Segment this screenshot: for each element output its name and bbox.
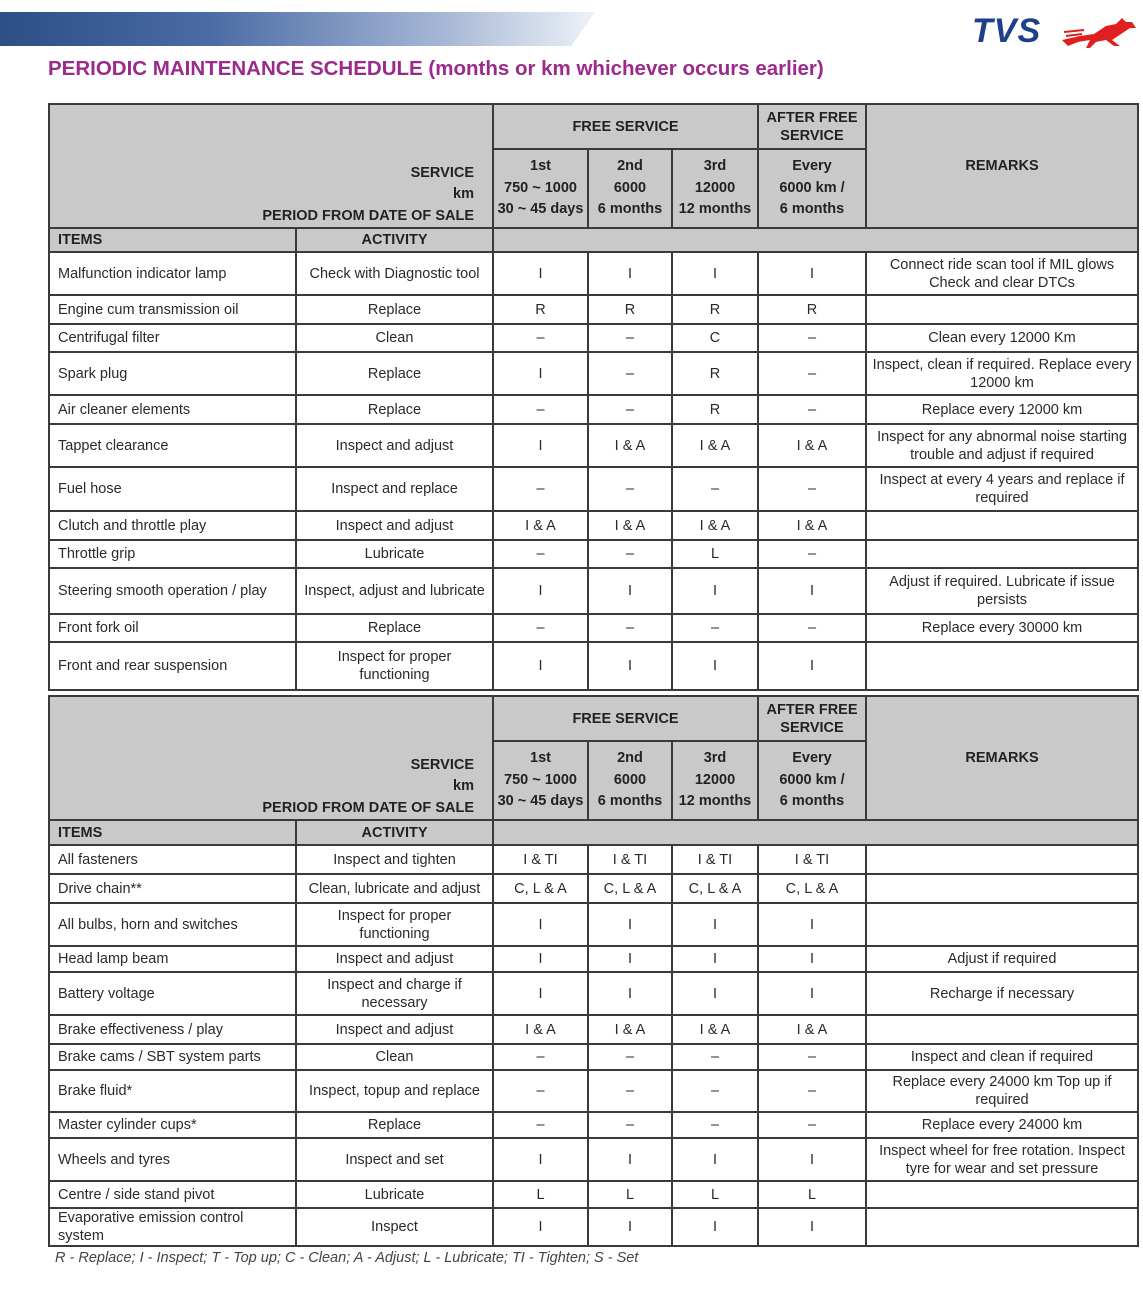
activity: Inspect, adjust and lubricate — [296, 568, 493, 614]
service-1st-value: I — [493, 252, 588, 295]
service-label: SERVICE — [410, 164, 474, 181]
table-row — [49, 252, 1138, 295]
activity: Inspect for proper functioning — [296, 903, 493, 946]
remarks — [866, 540, 1138, 568]
service-every-value: I & TI — [758, 845, 866, 874]
service-column-header — [758, 741, 866, 820]
service-2nd-value: C, L & A — [588, 874, 672, 903]
service-1st-value: – — [493, 614, 588, 642]
maintenance-table-1 — [48, 103, 1139, 691]
service-1st-value: R — [493, 295, 588, 324]
service-every-value: I — [758, 1208, 866, 1246]
table-row — [49, 1112, 1138, 1138]
activity: Inspect and charge if necessary — [296, 972, 493, 1015]
activity: Inspect for proper functioning — [296, 642, 493, 690]
remarks: Replace every 30000 km — [866, 614, 1138, 642]
column-km: 6000 — [613, 771, 647, 788]
item-name: Brake cams / SBT system parts — [49, 1044, 296, 1070]
service-every-value: I & A — [758, 1015, 866, 1044]
service-every-value: – — [758, 1070, 866, 1112]
service-2nd-value: I — [588, 946, 672, 972]
service-every-value: – — [758, 1044, 866, 1070]
service-every-value: I — [758, 568, 866, 614]
service-2nd-value: – — [588, 614, 672, 642]
remarks: Replace every 12000 km — [866, 395, 1138, 424]
items-header: ITEMS — [49, 228, 296, 252]
service-2nd-value: – — [588, 1070, 672, 1112]
free-service-header: FREE SERVICE — [493, 696, 758, 741]
service-1st-value: I — [493, 352, 588, 395]
page-title: PERIODIC MAINTENANCE SCHEDULE (months or km whichever occurs earlier) — [48, 57, 824, 80]
column-period: 6 months — [597, 201, 663, 218]
service-3rd-value: I & A — [672, 1015, 758, 1044]
service-column-header — [493, 741, 588, 820]
service-column-header — [588, 149, 672, 228]
service-2nd-value: I — [588, 1208, 672, 1246]
item-name: Malfunction indicator lamp — [49, 252, 296, 295]
service-1st-value: I & TI — [493, 845, 588, 874]
service-column-header — [758, 149, 866, 228]
table-row — [49, 352, 1138, 395]
item-name: Brake fluid* — [49, 1070, 296, 1112]
column-period: 6 months — [597, 793, 663, 810]
remarks — [866, 1208, 1138, 1246]
service-2nd-value: – — [588, 1112, 672, 1138]
service-2nd-value: L — [588, 1181, 672, 1208]
item-name: Throttle grip — [49, 540, 296, 568]
service-2nd-value: I & A — [588, 424, 672, 467]
item-name: Spark plug — [49, 352, 296, 395]
item-name: All fasteners — [49, 845, 296, 874]
service-3rd-value: I — [672, 903, 758, 946]
item-name: Evaporative emission control system — [49, 1208, 296, 1246]
column-period: 12 months — [678, 201, 752, 218]
service-2nd-value: I — [588, 642, 672, 690]
service-1st-value: – — [493, 324, 588, 352]
table-row — [49, 295, 1138, 324]
column-label: Every — [792, 158, 832, 175]
column-km: 12000 — [694, 771, 736, 788]
remarks: Inspect and clean if required — [866, 1044, 1138, 1070]
activity: Inspect, topup and replace — [296, 1070, 493, 1112]
column-period: 30 ~ 45 days — [497, 793, 584, 810]
column-period: 6 months — [779, 793, 845, 810]
service-1st-value: I & A — [493, 511, 588, 540]
remarks-header: REMARKS — [866, 104, 1138, 228]
table-row — [49, 395, 1138, 424]
header-spacer — [672, 820, 758, 845]
service-3rd-value: R — [672, 352, 758, 395]
service-every-value: – — [758, 467, 866, 511]
table-row — [49, 1015, 1138, 1044]
column-km: 750 ~ 1000 — [504, 179, 577, 196]
remarks — [866, 874, 1138, 903]
activity: Clean — [296, 324, 493, 352]
service-1st-value: I — [493, 972, 588, 1015]
table-row — [49, 972, 1138, 1015]
column-period: 12 months — [678, 793, 752, 810]
activity: Clean, lubricate and adjust — [296, 874, 493, 903]
service-1st-value: I — [493, 568, 588, 614]
service-every-value: R — [758, 295, 866, 324]
service-every-value: – — [758, 395, 866, 424]
service-every-value: L — [758, 1181, 866, 1208]
remarks: Inspect, clean if required. Replace every 12000 km — [866, 352, 1138, 395]
service-2nd-value: I & TI — [588, 845, 672, 874]
service-3rd-value: – — [672, 467, 758, 511]
column-label: 3rd — [703, 158, 727, 175]
activity-header: ACTIVITY — [296, 228, 493, 252]
column-label: Every — [792, 750, 832, 767]
service-3rd-value: I — [672, 972, 758, 1015]
activity: Replace — [296, 614, 493, 642]
table-row — [49, 1181, 1138, 1208]
service-1st-value: I — [493, 642, 588, 690]
table-row — [49, 1044, 1138, 1070]
remarks — [866, 511, 1138, 540]
service-every-value: – — [758, 540, 866, 568]
header-gradient-bar — [0, 12, 595, 46]
service-header — [49, 104, 493, 228]
service-3rd-value: I & A — [672, 424, 758, 467]
period-label: PERIOD FROM DATE OF SALE — [262, 799, 474, 816]
service-1st-value: I — [493, 946, 588, 972]
item-name: Brake effectiveness / play — [49, 1015, 296, 1044]
item-name: Wheels and tyres — [49, 1138, 296, 1181]
service-1st-value: I — [493, 903, 588, 946]
service-label: SERVICE — [410, 756, 474, 773]
remarks — [866, 1015, 1138, 1044]
item-name: Front fork oil — [49, 614, 296, 642]
table-row — [49, 324, 1138, 352]
service-every-value: I & A — [758, 511, 866, 540]
service-every-value: – — [758, 1112, 866, 1138]
remarks: Inspect for any abnormal noise starting trouble and adjust if required — [866, 424, 1138, 467]
table-row — [49, 540, 1138, 568]
item-name: Fuel hose — [49, 467, 296, 511]
service-1st-value: I — [493, 1138, 588, 1181]
item-name: Drive chain** — [49, 874, 296, 903]
remarks: Clean every 12000 Km — [866, 324, 1138, 352]
item-name: Tappet clearance — [49, 424, 296, 467]
item-name: Centre / side stand pivot — [49, 1181, 296, 1208]
activity-header: ACTIVITY — [296, 820, 493, 845]
service-1st-value: – — [493, 540, 588, 568]
service-every-value: C, L & A — [758, 874, 866, 903]
column-km: 6000 km / — [779, 179, 845, 196]
activity: Lubricate — [296, 540, 493, 568]
header-spacer — [588, 820, 672, 845]
activity: Replace — [296, 1112, 493, 1138]
service-3rd-value: I & A — [672, 511, 758, 540]
service-every-value: – — [758, 324, 866, 352]
remarks — [866, 295, 1138, 324]
activity: Inspect and set — [296, 1138, 493, 1181]
service-column-header — [588, 741, 672, 820]
service-every-value: – — [758, 352, 866, 395]
service-column-header — [672, 149, 758, 228]
service-3rd-value: I — [672, 252, 758, 295]
service-1st-value: – — [493, 395, 588, 424]
service-column-header — [672, 741, 758, 820]
service-2nd-value: – — [588, 324, 672, 352]
service-2nd-value: I & A — [588, 511, 672, 540]
remarks: Adjust if required — [866, 946, 1138, 972]
table-row — [49, 467, 1138, 511]
activity: Clean — [296, 1044, 493, 1070]
service-every-value: I — [758, 903, 866, 946]
service-3rd-value: I — [672, 1138, 758, 1181]
header-spacer — [866, 228, 1138, 252]
column-label: 2nd — [617, 158, 643, 175]
column-label: 1st — [530, 158, 551, 175]
table-row — [49, 568, 1138, 614]
activity: Inspect — [296, 1208, 493, 1246]
service-every-value: I — [758, 1138, 866, 1181]
remarks: Connect ride scan tool if MIL glows Check and clear DTCs — [866, 252, 1138, 295]
period-label: PERIOD FROM DATE OF SALE — [262, 207, 474, 224]
header-spacer — [866, 820, 1138, 845]
service-3rd-value: – — [672, 614, 758, 642]
horse-icon — [1060, 14, 1140, 50]
maintenance-table-2 — [48, 695, 1139, 1247]
item-name: Centrifugal filter — [49, 324, 296, 352]
service-3rd-value: I — [672, 568, 758, 614]
service-2nd-value: I — [588, 568, 672, 614]
column-period: 30 ~ 45 days — [497, 201, 584, 218]
table-row — [49, 614, 1138, 642]
item-name: All bulbs, horn and switches — [49, 903, 296, 946]
service-1st-value: I & A — [493, 1015, 588, 1044]
table-row — [49, 424, 1138, 467]
item-name: Battery voltage — [49, 972, 296, 1015]
table-row — [49, 511, 1138, 540]
activity: Inspect and adjust — [296, 424, 493, 467]
item-name: Steering smooth operation / play — [49, 568, 296, 614]
column-km: 12000 — [694, 179, 736, 196]
header-spacer — [758, 820, 866, 845]
service-1st-value: C, L & A — [493, 874, 588, 903]
service-1st-value: L — [493, 1181, 588, 1208]
remarks: Adjust if required. Lubricate if issue persists — [866, 568, 1138, 614]
table-row — [49, 874, 1138, 903]
service-every-value: I — [758, 972, 866, 1015]
service-1st-value: – — [493, 1070, 588, 1112]
tvs-logo — [972, 12, 1142, 52]
remarks-header: REMARKS — [866, 696, 1138, 820]
service-1st-value: I — [493, 424, 588, 467]
remarks: Inspect wheel for free rotation. Inspect tyre for wear and set pressure — [866, 1138, 1138, 1181]
service-2nd-value: I — [588, 972, 672, 1015]
activity: Replace — [296, 352, 493, 395]
service-3rd-value: – — [672, 1112, 758, 1138]
column-label: 2nd — [617, 750, 643, 767]
logo-wordmark: TVS — [972, 12, 1042, 50]
service-2nd-value: I & A — [588, 1015, 672, 1044]
column-period: 6 months — [779, 201, 845, 218]
service-2nd-value: – — [588, 352, 672, 395]
service-2nd-value: I — [588, 252, 672, 295]
legend-text: R - Replace; I - Inspect; T - Top up; C - Clean; A - Adjust; L - Lubricate; TI - Tighten; S - Set — [55, 1250, 639, 1266]
free-service-header: FREE SERVICE — [493, 104, 758, 149]
service-3rd-value: L — [672, 1181, 758, 1208]
service-column-header — [493, 149, 588, 228]
activity: Inspect and adjust — [296, 511, 493, 540]
service-3rd-value: R — [672, 395, 758, 424]
service-3rd-value: – — [672, 1044, 758, 1070]
remarks: Replace every 24000 km Top up if required — [866, 1070, 1138, 1112]
activity: Check with Diagnostic tool — [296, 252, 493, 295]
service-3rd-value: I & TI — [672, 845, 758, 874]
remarks — [866, 1181, 1138, 1208]
service-1st-value: I — [493, 1208, 588, 1246]
after-free-service-header: AFTER FREE SERVICE — [758, 104, 866, 149]
remarks — [866, 903, 1138, 946]
service-2nd-value: R — [588, 295, 672, 324]
service-2nd-value: I — [588, 903, 672, 946]
table-row — [49, 946, 1138, 972]
item-name: Master cylinder cups* — [49, 1112, 296, 1138]
remarks: Recharge if necessary — [866, 972, 1138, 1015]
table-row — [49, 903, 1138, 946]
table-row — [49, 1070, 1138, 1112]
service-3rd-value: – — [672, 1070, 758, 1112]
activity: Lubricate — [296, 1181, 493, 1208]
activity: Replace — [296, 395, 493, 424]
service-2nd-value: – — [588, 395, 672, 424]
service-1st-value: – — [493, 1112, 588, 1138]
service-3rd-value: C, L & A — [672, 874, 758, 903]
km-label: km — [453, 186, 474, 202]
table-row — [49, 845, 1138, 874]
item-name: Front and rear suspension — [49, 642, 296, 690]
column-label: 3rd — [703, 750, 727, 767]
activity: Replace — [296, 295, 493, 324]
service-header — [49, 696, 493, 820]
service-3rd-value: L — [672, 540, 758, 568]
service-3rd-value: I — [672, 1208, 758, 1246]
service-every-value: I & A — [758, 424, 866, 467]
remarks — [866, 642, 1138, 690]
km-label: km — [453, 778, 474, 794]
items-header: ITEMS — [49, 820, 296, 845]
service-3rd-value: C — [672, 324, 758, 352]
table-row — [49, 1208, 1138, 1246]
item-name: Head lamp beam — [49, 946, 296, 972]
remarks: Inspect at every 4 years and replace if required — [866, 467, 1138, 511]
service-every-value: I — [758, 252, 866, 295]
item-name: Air cleaner elements — [49, 395, 296, 424]
column-km: 6000 — [613, 179, 647, 196]
after-free-service-header: AFTER FREE SERVICE — [758, 696, 866, 741]
service-every-value: I — [758, 946, 866, 972]
activity: Inspect and adjust — [296, 1015, 493, 1044]
service-every-value: I — [758, 642, 866, 690]
table-row — [49, 642, 1138, 690]
service-3rd-value: R — [672, 295, 758, 324]
service-1st-value: – — [493, 1044, 588, 1070]
service-3rd-value: I — [672, 642, 758, 690]
activity: Inspect and tighten — [296, 845, 493, 874]
service-2nd-value: – — [588, 540, 672, 568]
header-spacer — [493, 228, 588, 252]
service-every-value: – — [758, 614, 866, 642]
column-label: 1st — [530, 750, 551, 767]
activity: Inspect and adjust — [296, 946, 493, 972]
column-km: 6000 km / — [779, 771, 845, 788]
service-1st-value: – — [493, 467, 588, 511]
item-name: Engine cum transmission oil — [49, 295, 296, 324]
item-name: Clutch and throttle play — [49, 511, 296, 540]
service-2nd-value: – — [588, 467, 672, 511]
service-3rd-value: I — [672, 946, 758, 972]
activity: Inspect and replace — [296, 467, 493, 511]
service-2nd-value: – — [588, 1044, 672, 1070]
header-spacer — [493, 820, 588, 845]
service-2nd-value: I — [588, 1138, 672, 1181]
header-spacer — [672, 228, 758, 252]
column-km: 750 ~ 1000 — [504, 771, 577, 788]
header-spacer — [758, 228, 866, 252]
remarks: Replace every 24000 km — [866, 1112, 1138, 1138]
table-row — [49, 1138, 1138, 1181]
remarks — [866, 845, 1138, 874]
header-spacer — [588, 228, 672, 252]
